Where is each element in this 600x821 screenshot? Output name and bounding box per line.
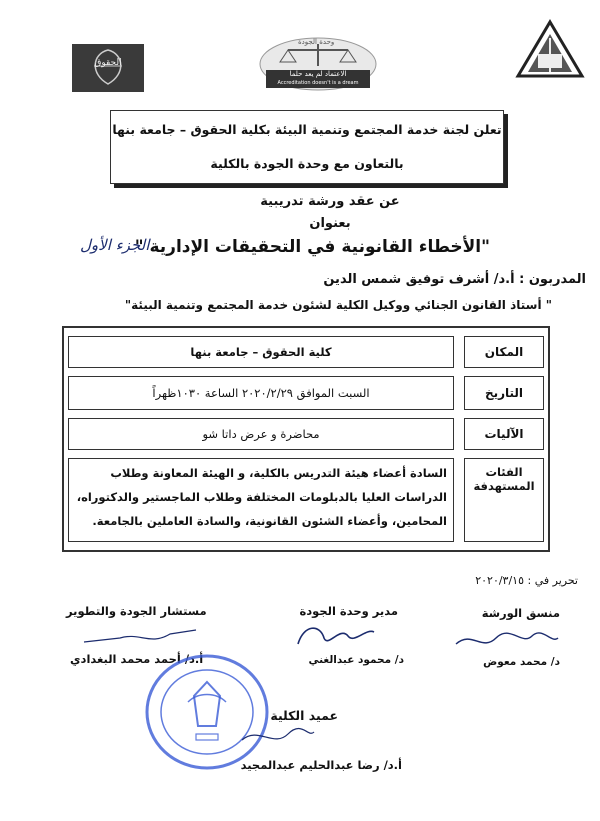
row-label: الآليات	[464, 418, 544, 450]
titled-line: بعنوان	[309, 216, 351, 231]
quality-director-name: د/ محمود عبدالغني	[308, 654, 404, 666]
quality-director-title: مدير وحدة الجودة	[299, 604, 398, 618]
row-value: السادة أعضاء هيئة التدريس بالكلية، و الهيئة المعاونة وطلاب الدراسات العليا بالدبلومات المختلفة وطلاب الماجستير والدكتوراه، المحامين، وأعضاء الشئون القانونية، والسادة العاملين بالجامعة.	[68, 458, 454, 542]
row-value: كلية الحقوق – جامعة بنها	[68, 336, 454, 368]
row-label: الفئات المستهدفة	[464, 458, 544, 542]
faculty-logo-text: الحقوق	[94, 58, 122, 68]
row-value: السبت الموافق ٢٠٢٠/٢/٢٩ الساعة ١٠٣٠ظهراً	[68, 376, 454, 410]
quality-logo-english: Accreditation doesn't is a dream	[277, 80, 359, 86]
table-row	[64, 336, 548, 368]
row-value: محاضرة و عرض داتا شو	[68, 418, 454, 450]
workshop-title: "الأخطاء القانونية في التحقيقات الإدارية "	[134, 237, 490, 257]
trainer-role: " أستاذ القانون الجنائي ووكيل الكلية لشئون خدمة المجتمع وتنمية البيئة"	[124, 298, 552, 312]
trainer-line: المدربون : أ.د/ أشرف توفيق شمس الدين	[323, 272, 586, 287]
coordinator-title: منسق الورشة	[481, 606, 560, 620]
coordinator-name: د/ محمد معوض	[483, 656, 560, 668]
table-row	[64, 458, 548, 542]
dean-title: عميد الكلية	[270, 708, 338, 723]
university-logo	[514, 18, 586, 82]
handwritten-note: الجزء الأول	[80, 236, 150, 254]
quality-logo-slogan: الاعتماد لم يعد حلما	[289, 70, 347, 78]
announcement-banner	[110, 110, 504, 184]
details-table	[62, 326, 550, 552]
advisor-name: أ.د/ أحمد محمد البغدادي	[70, 652, 204, 666]
quality-director-signature	[290, 618, 380, 652]
advisor-title: مستشار الجودة والتطوير	[66, 604, 207, 618]
dean-name: أ.د/ رضا عبدالحليم عبدالمجيد	[240, 758, 402, 772]
workshop-line: عن عقد ورشة تدريبية	[260, 194, 400, 209]
issue-date: تحرير في : ٢٠٢٠/٣/١٥	[475, 574, 578, 587]
quality-logo-top-text: وحدة الجودة	[298, 38, 335, 46]
faculty-logo	[72, 44, 144, 92]
dean-signature	[238, 724, 318, 750]
banner-line-1: تعلن لجنة خدمة المجتمع وتنمية البيئة بكلية الحقوق – جامعة بنها	[112, 122, 502, 137]
table-row	[64, 418, 548, 450]
faculty-stamp	[142, 652, 272, 772]
advisor-signature	[80, 622, 200, 652]
quality-unit-logo	[258, 36, 378, 94]
row-label: التاريخ	[464, 376, 544, 410]
table-row	[64, 376, 548, 410]
banner-line-2: بالتعاون مع وحدة الجودة بالكلية	[210, 156, 404, 171]
coordinator-signature	[452, 626, 562, 654]
row-label: المكان	[464, 336, 544, 368]
